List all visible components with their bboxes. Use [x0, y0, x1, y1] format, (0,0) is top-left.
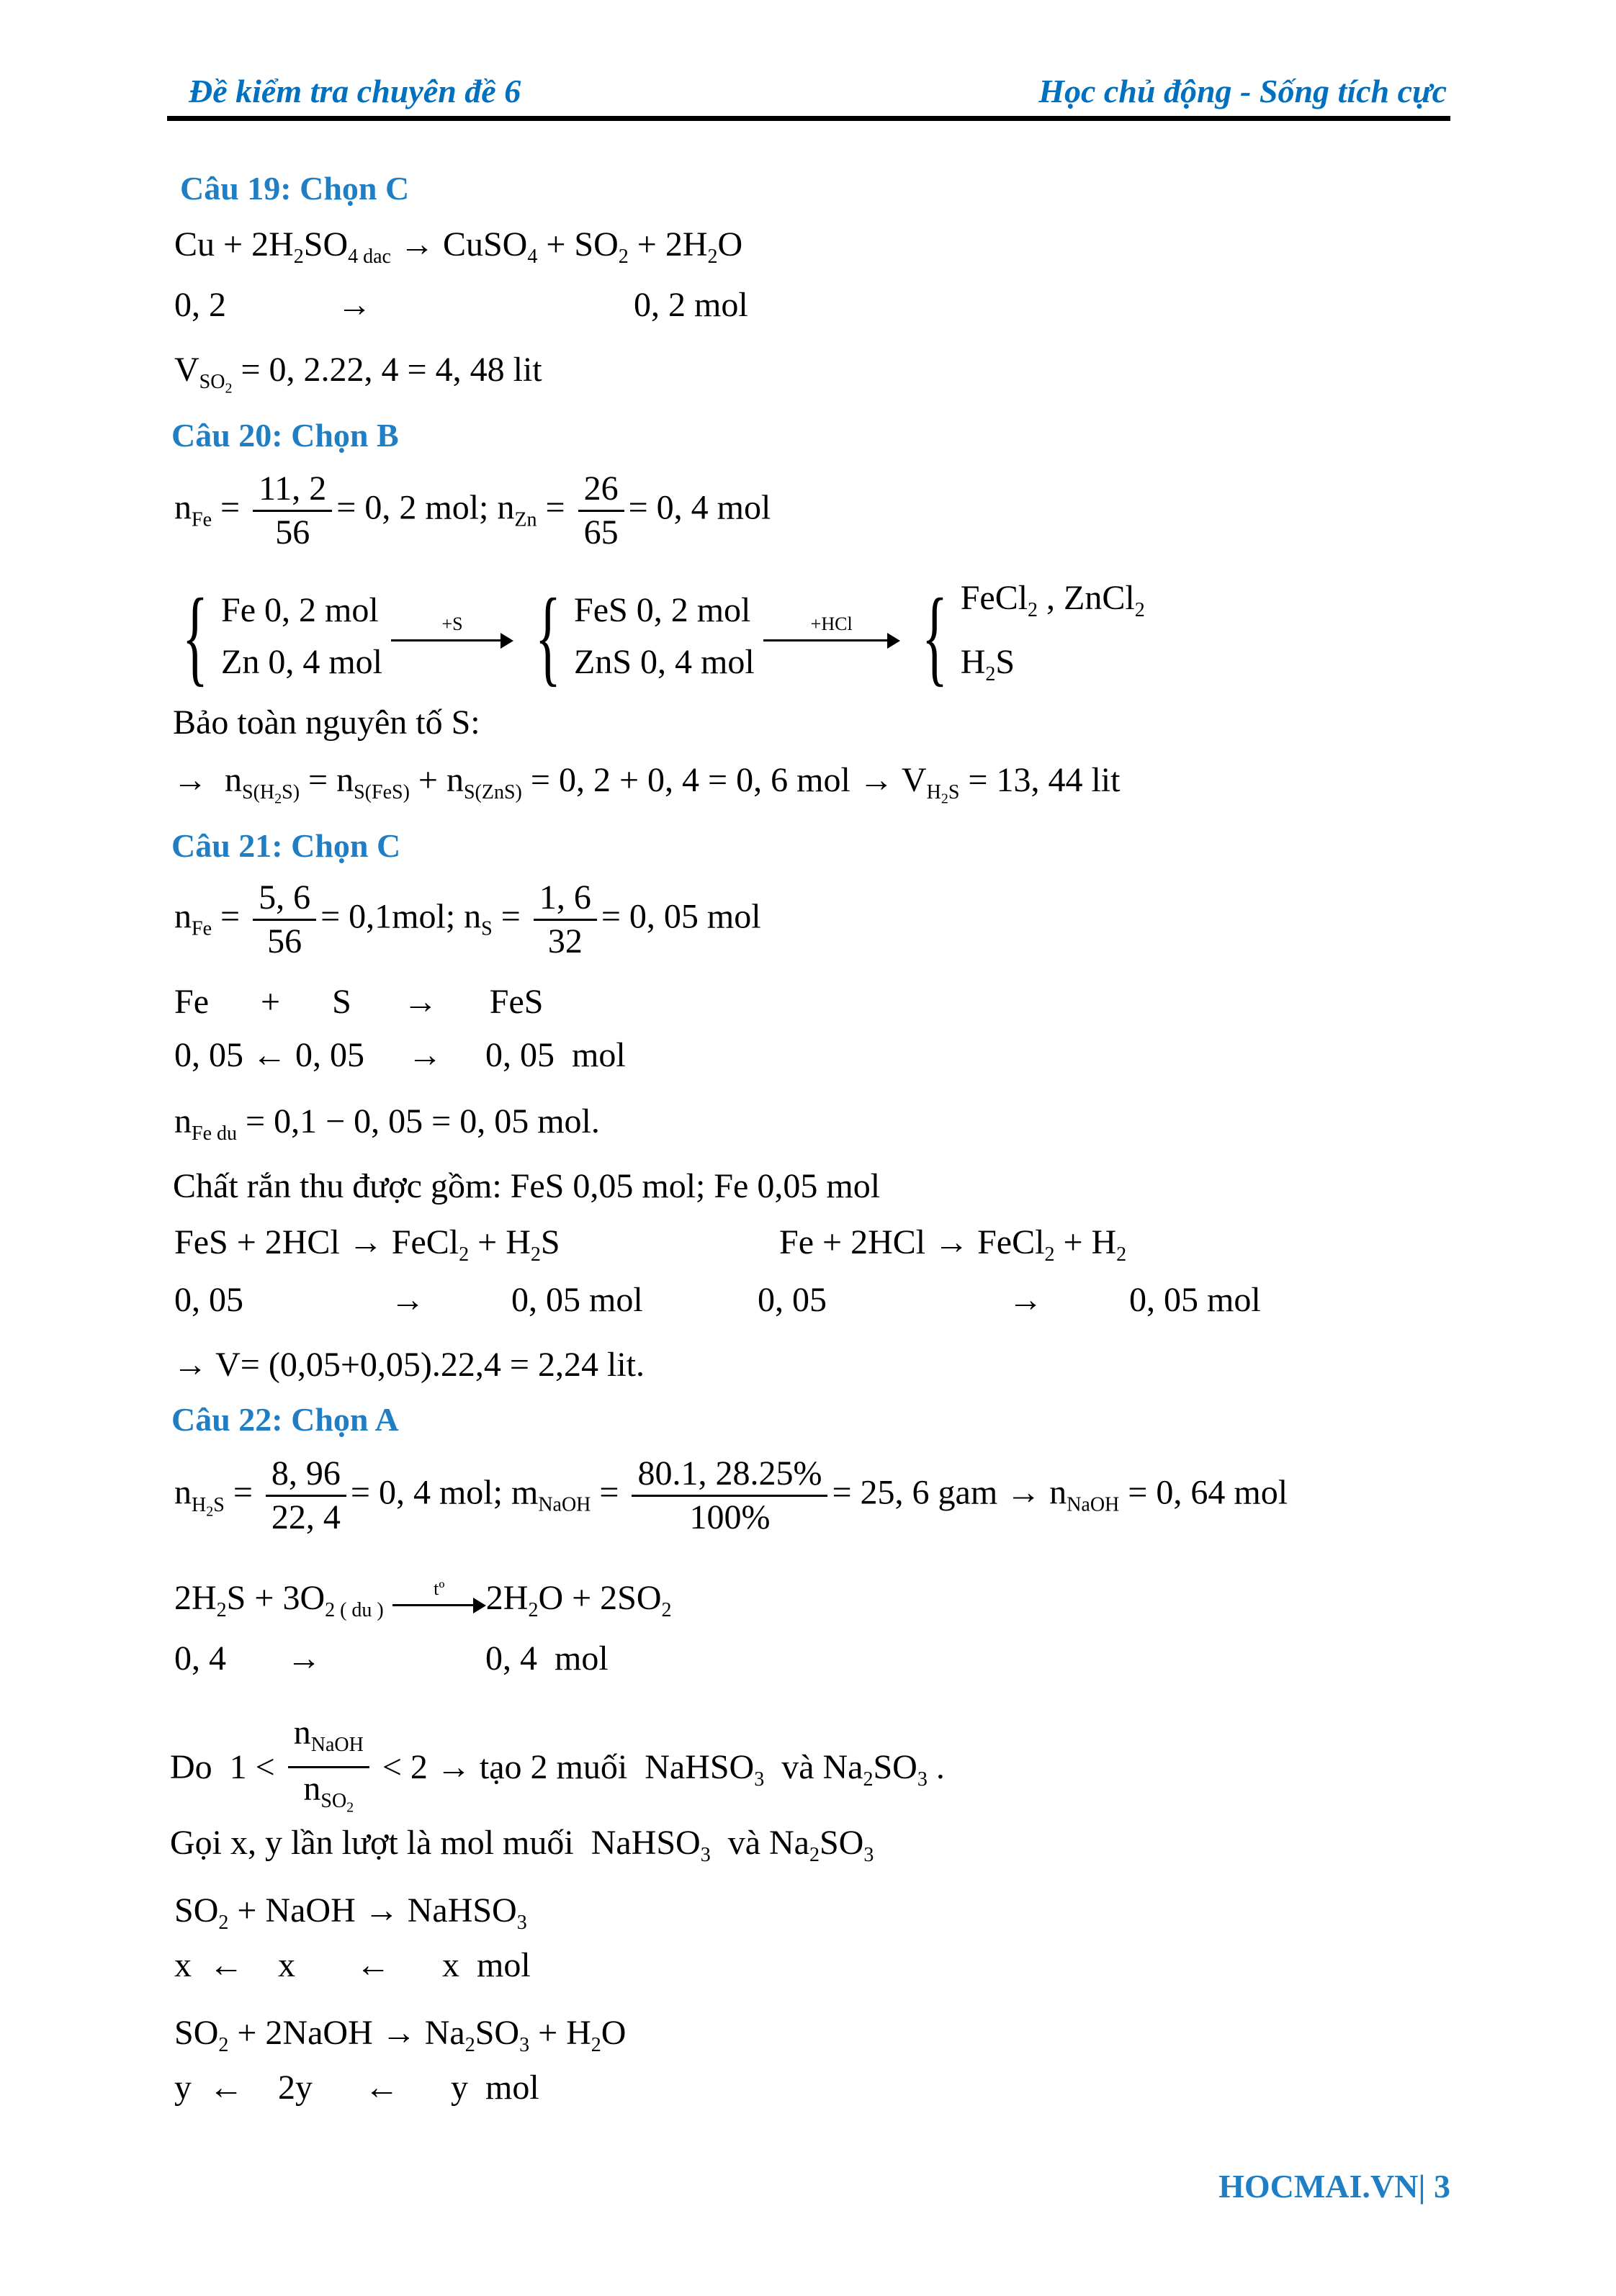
q21-reaction: Fe + S → FeS	[174, 983, 544, 1021]
header-rule	[167, 116, 1450, 121]
q22-frac1-den: 22, 4	[271, 1498, 341, 1536]
q19-equation: $Cu + 2H_2SO_{4 dac}$ → CuSO$_4$ + $SO_2 + 2H_2O$	[174, 225, 743, 268]
q19-mol-a: 0, 2	[174, 286, 226, 324]
q20-moles: $n_{Fe}$ = $\frac{11, 2}{56}$ = 0, 2 mol; $n_{Zn}$ = $\frac{26}{65}$ = 0, 4 mol	[174, 468, 771, 554]
q19-volume: $V_{SO_2} = 0$, 2.22, 4 = 4, 48 lit	[174, 351, 542, 397]
q20-arrow-hcl: +HCl	[763, 615, 900, 658]
q20-s1b: Zn 0, 4 mol	[221, 643, 382, 681]
q20-bt: Bảo toàn nguyên tố S:	[173, 703, 480, 742]
q22-moles: $n_{H_2S}$ = $\frac{8, 96}{22, 4}$ = 0, 4 mol; $m_{NaOH}$ = $\frac{80.1, 28.25\%}{100\%}$ = 25, 6 gam → $n_{NaOH} = 0$, 64 mol	[174, 1453, 1288, 1539]
footer-page: HOCMAI.VN| 3	[1218, 2168, 1450, 2205]
q21-mol-a: 0, 05 → 0, 05 mol	[174, 1281, 643, 1319]
q22-e2: $SO_2$ + 2NaOH → $Na_2SO_3 + H_2O$	[174, 2014, 627, 2056]
q21-mol-b: 0, 05 → 0, 05 mol	[758, 1281, 1261, 1319]
q20-final: → $n_{S(H_2S)} = n_{S(FeS)} + n_{S(ZnS)} = 0$, 2 + 0, 4 = 0, 6 mol → $V_{H_2S} = 13$, 44 lit	[173, 761, 1121, 807]
q22-e1-mol: x ← x ← x mol	[174, 1946, 531, 1984]
q19-mol-arrow: →	[337, 286, 372, 324]
q21-title: Câu 21: Chọn C	[171, 827, 401, 864]
q20-frac2-num: 26	[578, 468, 624, 512]
q19-mol-c: 0, 2 mol	[634, 286, 748, 324]
q22-do: Do 1 < $\frac{n_{NaOH}}{n_{SO_2}}$ < 2 → tạo 2 muối NaHSO$_3$ và $Na_2SO_3$ .	[170, 1714, 945, 1816]
q20-s1a: Fe 0, 2 mol	[221, 591, 379, 629]
q22-goi: Gọi x, y lần lượt là mol muối NaHSO$_3$ và $Na_2SO_3$	[170, 1824, 874, 1866]
q22-title: Câu 22: Chọn A	[171, 1401, 399, 1438]
q20-frac2-den: 65	[583, 513, 619, 552]
q20-s2a: FeS 0, 2 mol	[574, 591, 751, 629]
q21-frac2-den: 32	[547, 922, 583, 960]
q21-solid: Chất rắn thu được gồm: FeS 0,05 mol; Fe 0,05 mol	[173, 1167, 881, 1205]
q21-mol: 0, 05 ← 0, 05 → 0, 05 mol	[174, 1036, 626, 1074]
q21-eq-a: FeS + 2HCl → FeCl$_2$ + $H_2S$	[174, 1223, 560, 1266]
header-right: Học chủ động - Sống tích cực	[1038, 73, 1447, 109]
q22-frac2-den: 100%	[689, 1498, 771, 1536]
q22-e1: $SO_2$ + NaOH → NaHSO$_3$	[174, 1891, 527, 1934]
q20-arrow-s: +S	[391, 615, 513, 658]
q22-equation: $2H_2S + 3O_{2 ( du )}$ tº $2H_2O + 2SO_2$	[174, 1577, 672, 1621]
q20-frac1-num: 11, 2	[253, 468, 332, 512]
q21-frac1-num: 5, 6	[253, 877, 316, 921]
q20-s3a: FeCl$_2$ , ZnCl$_2$	[960, 579, 1145, 621]
q21-excess: $n_{Fe du} = 0,1 - 0$, 05 = 0, 05 mol.	[174, 1102, 600, 1145]
q20-s2b: ZnS 0, 4 mol	[574, 643, 755, 681]
q22-frac2-num: 80.1, 28.25%	[632, 1453, 827, 1497]
q21-frac1-den: 56	[267, 922, 302, 960]
q22-mol: 0, 4 → 0, 4 mol	[174, 1639, 609, 1678]
q21-volume: → V= (0,05+0,05).22,4 = 2,24 lit.	[173, 1346, 645, 1384]
q21-eq-b: Fe + 2HCl → FeCl$_2$ + $H_2$	[779, 1223, 1127, 1266]
q19-mol-line	[174, 285, 748, 325]
q19-title: Câu 19: Chọn C	[180, 170, 410, 207]
q20-title: Câu 20: Chọn B	[171, 417, 399, 454]
header-left: Đề kiểm tra chuyên đề 6	[189, 73, 521, 109]
q20-s3b: $H_2S$	[960, 643, 1015, 685]
q20-scheme: { Fe 0, 2 mol Zn 0, 4 mol +S { FeS 0, 2 mol ZnS 0, 4 mol +HCl { FeCl$_2$ , ZnCl$_2$ $H_2S$	[182, 577, 1145, 696]
q21-moles: $n_{Fe}$ = $\frac{5, 6}{56}$ = 0,1mol; $n_S$ = $\frac{1, 6}{32}$ = 0, 05 mol	[174, 877, 761, 963]
q20-frac1-den: 56	[275, 513, 310, 552]
q22-frac1-num: 8, 96	[266, 1453, 346, 1497]
q21-frac2-num: 1, 6	[534, 877, 597, 921]
q22-e2-mol: y ← 2y ← y mol	[174, 2068, 539, 2107]
q22-arrow: tº	[392, 1580, 486, 1623]
